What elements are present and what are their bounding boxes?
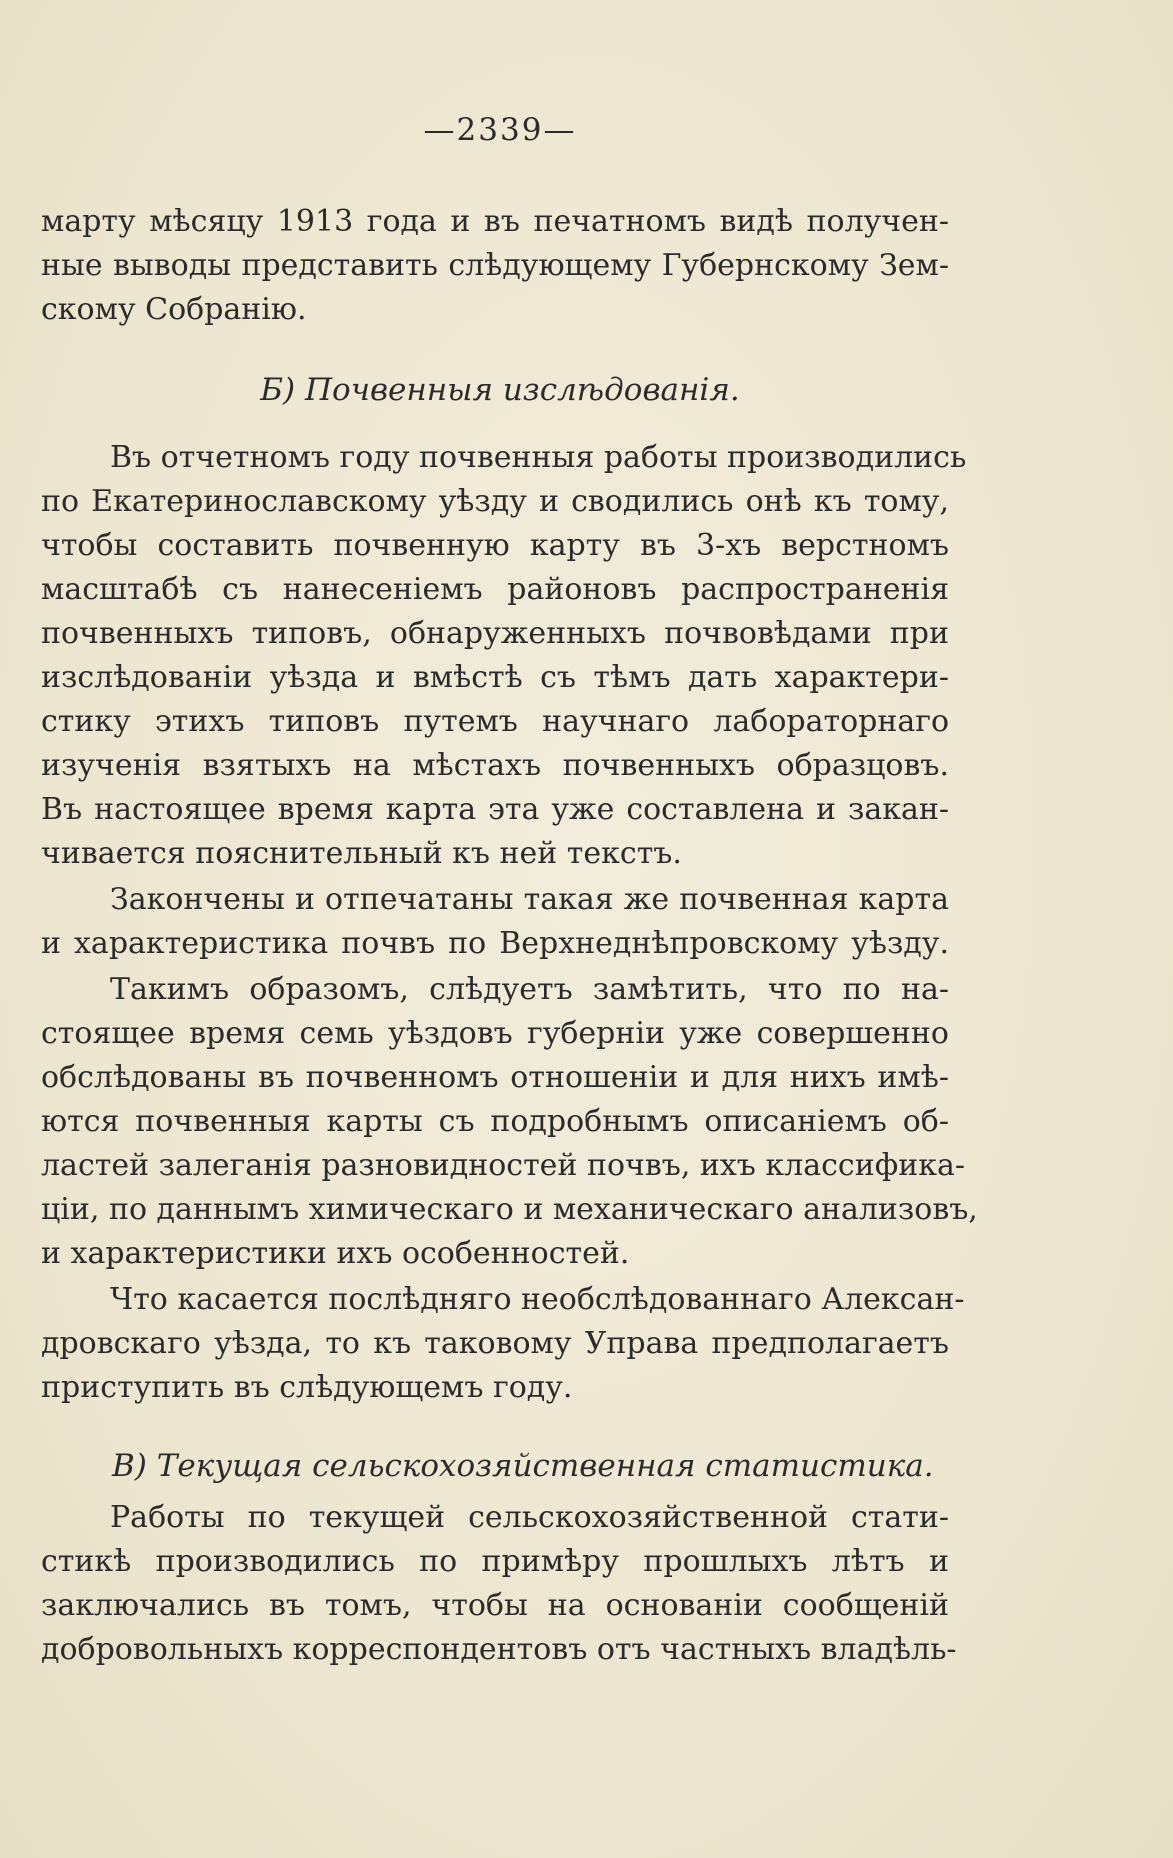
text-line: изученія взятыхъ на мѣстахъ почвенныхъ образцовъ. <box>41 748 949 783</box>
text-line: чтобы составить почвенную карту въ 3-хъ верстномъ <box>41 528 949 563</box>
text-line: стикѣ производились по примѣру прошлыхъ лѣтъ и <box>41 1544 949 1579</box>
text-line: дровскаго уѣзда, то къ таковому Управа предполагаетъ <box>41 1326 949 1361</box>
text-line: ціи, по даннымъ химическаго и механическаго анализовъ, <box>41 1192 978 1227</box>
text-line: стоящее время семь уѣздовъ губерніи уже совершенно <box>41 1016 949 1051</box>
text-line: Такимъ образомъ, слѣдуетъ замѣтить, что по на- <box>110 972 949 1007</box>
text-line: Что касается послѣдняго необслѣдованнаго Алексан- <box>110 1282 965 1317</box>
text-line: стику этихъ типовъ путемъ научнаго лабораторнаго <box>41 704 949 739</box>
text-line: заключались въ томъ, чтобы на основаніи сообщеній <box>41 1588 949 1623</box>
text-line: добровольныхъ корреспондентовъ отъ частныхъ владѣль- <box>41 1632 957 1667</box>
text-line: ные выводы представить слѣдующему Губернскому Зем- <box>41 248 949 283</box>
text-line: и характеристика почвъ по Верхнеднѣпровскому уѣзду. <box>41 926 949 961</box>
text-line: изслѣдованіи уѣзда и вмѣстѣ съ тѣмъ дать характери- <box>41 660 949 695</box>
section-heading-b: Б) Почвенныя изслѣдованія. <box>260 372 740 408</box>
text-line: масштабѣ съ нанесеніемъ районовъ распространенія <box>41 572 949 607</box>
text-line: ются почвенныя карты съ подробнымъ описаніемъ об- <box>41 1104 949 1139</box>
text-line: по Екатеринославскому уѣзду и сводились онѣ къ тому, <box>41 484 949 519</box>
text-line: обслѣдованы въ почвенномъ отношеніи и для нихъ имѣ- <box>41 1060 949 1095</box>
page-number: —2339— <box>423 112 577 148</box>
section-heading-v: В) Текущая сельскохозяйственная статистика. <box>112 1448 934 1484</box>
text-line: и характеристики ихъ особенностей. <box>41 1236 630 1271</box>
text-line: приступить въ слѣдующемъ году. <box>41 1370 573 1405</box>
text-line: Закончены и отпечатаны такая же почвенная карта <box>110 882 949 917</box>
text-line: Въ отчетномъ году почвенныя работы производились <box>110 440 967 475</box>
text-line: Работы по текущей сельскохозяйственной стати- <box>110 1500 949 1535</box>
text-line: почвенныхъ типовъ, обнаруженныхъ почвовѣдами при <box>41 616 949 651</box>
text-line: чивается пояснительный къ ней текстъ. <box>41 836 682 871</box>
text-line: ластей залеганія разновидностей почвъ, ихъ классифика- <box>41 1148 965 1183</box>
text-line: Въ настоящее время карта эта уже составлена и закан- <box>41 792 949 827</box>
text-line: скому Собранію. <box>41 292 307 327</box>
text-line: марту мѣсяцу 1913 года и въ печатномъ видѣ получен- <box>41 204 949 239</box>
